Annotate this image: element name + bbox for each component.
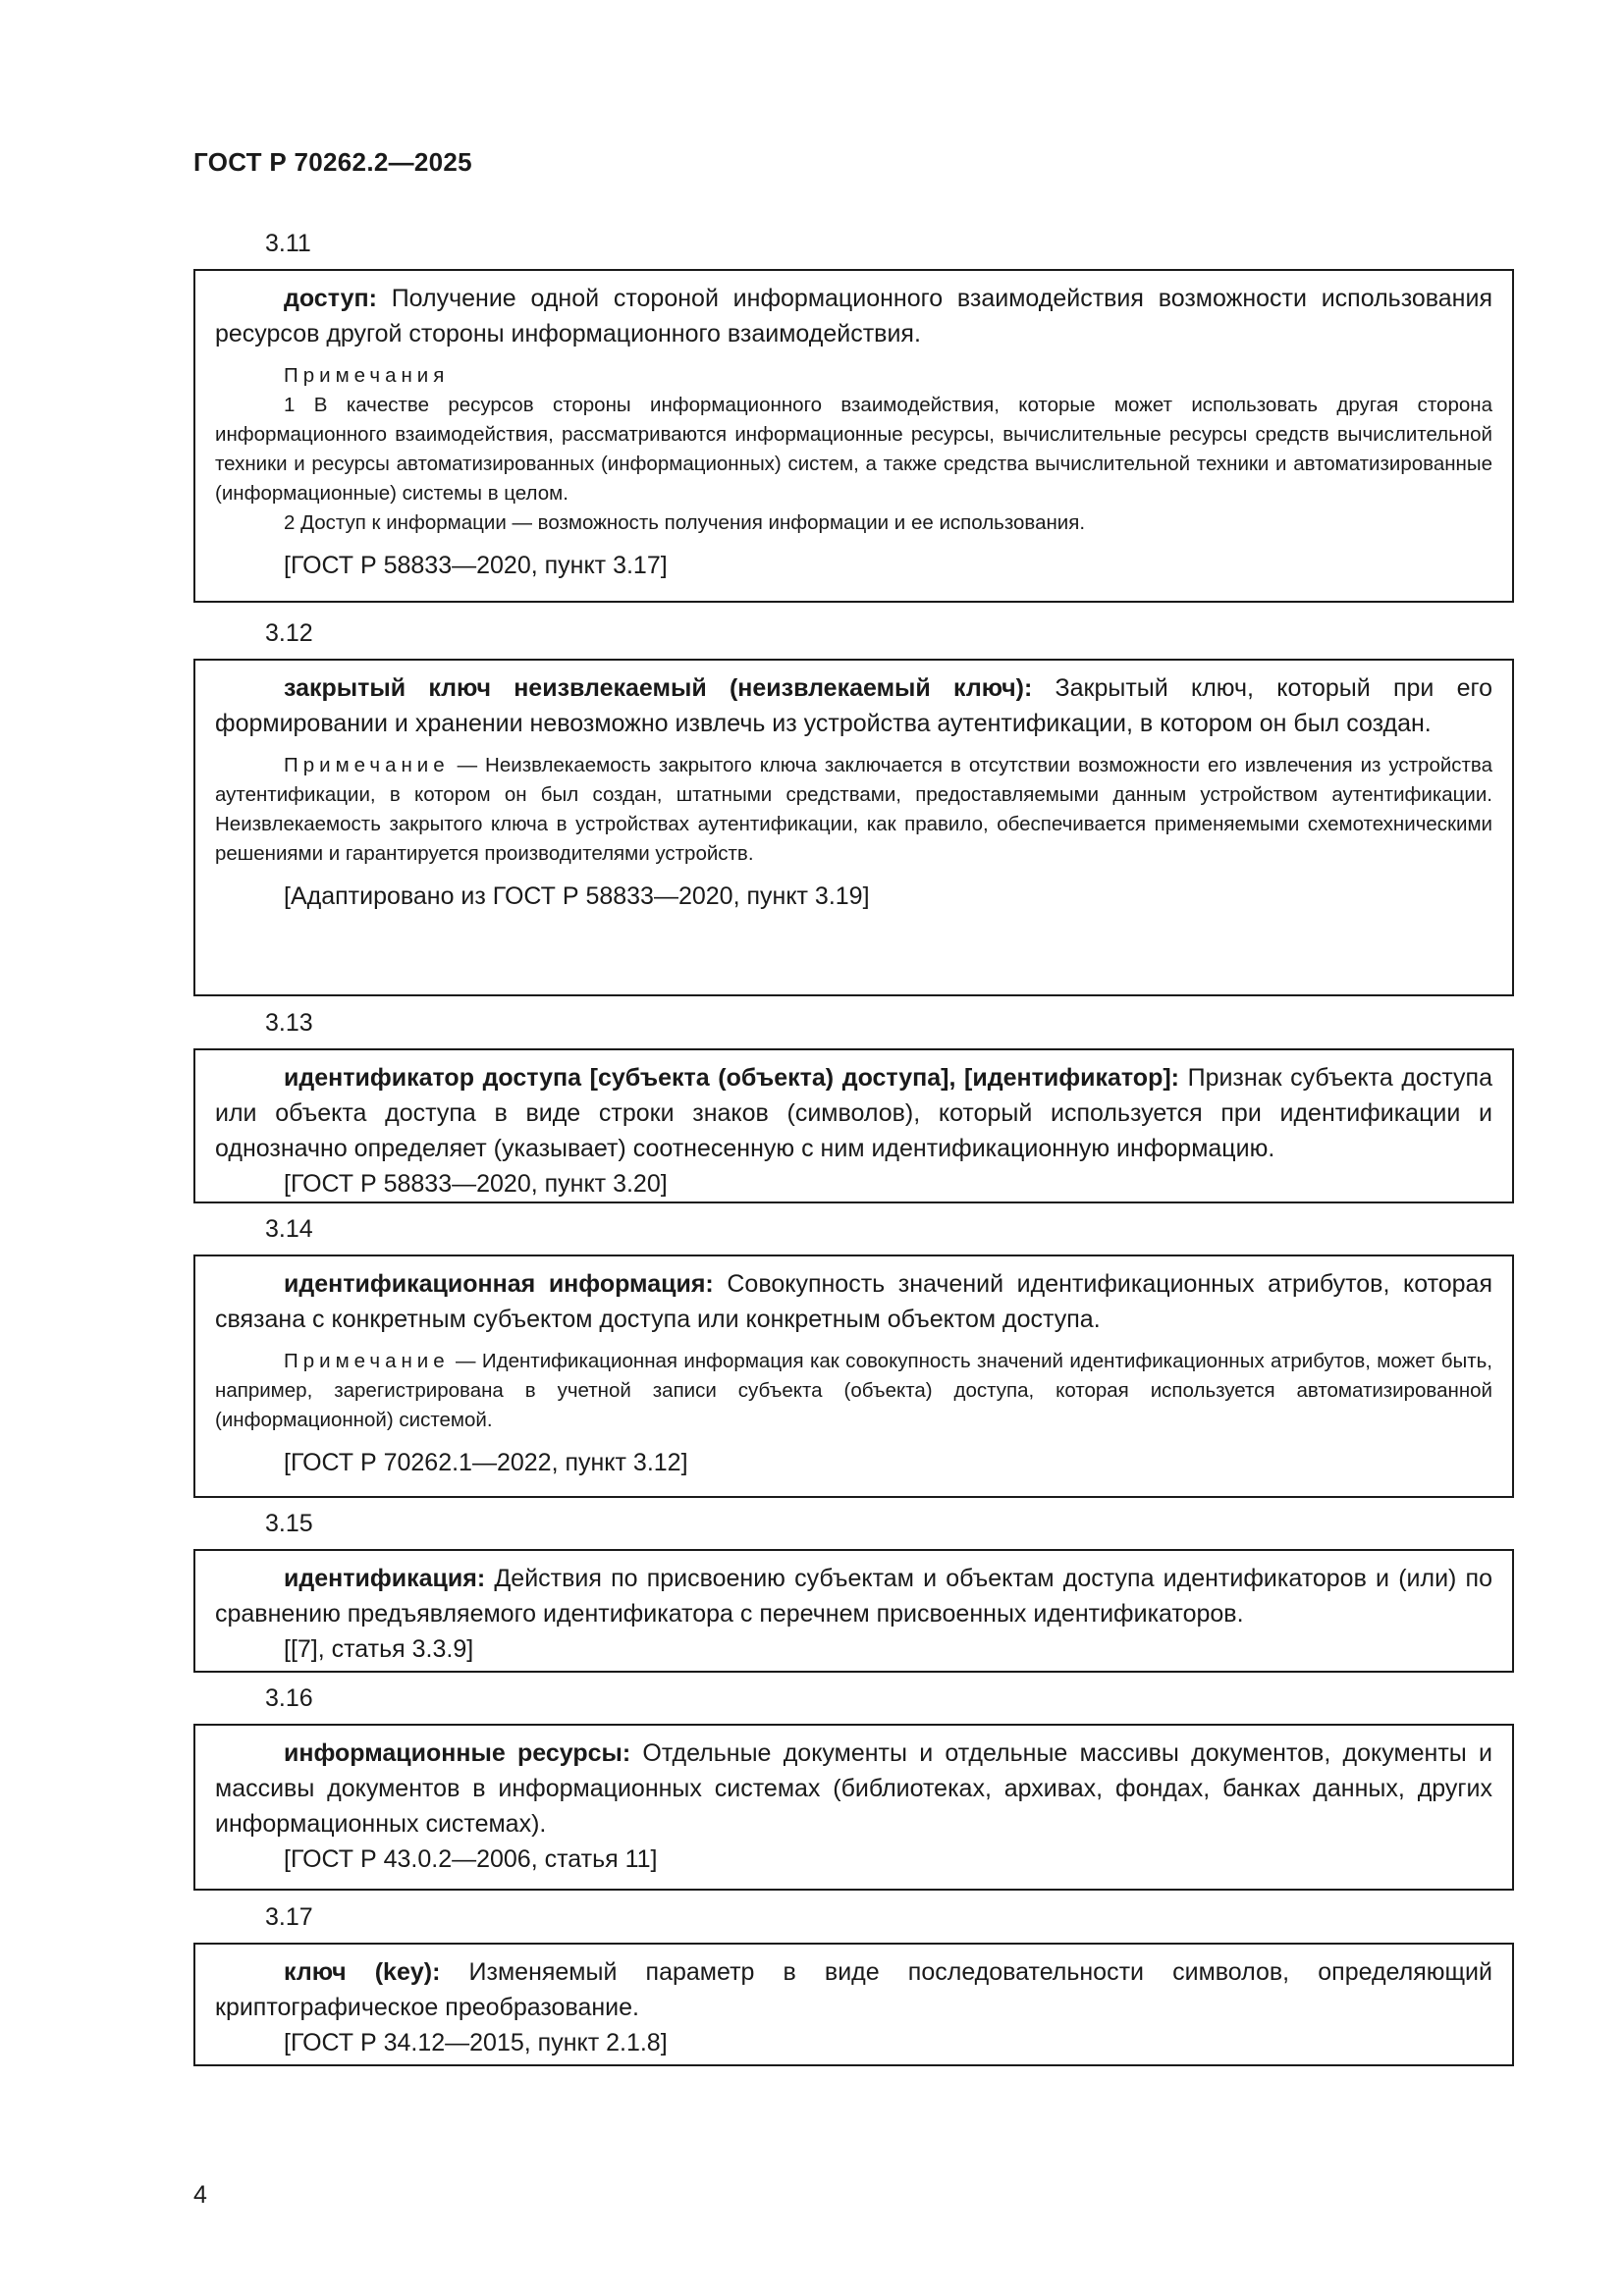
term-box [193, 1724, 1514, 1891]
term-source: [ГОСТ Р 58833—2020, пункт 3.17] [284, 552, 668, 579]
term-definition [215, 1954, 1492, 2025]
note-item: 1 В качестве ресурсов стороны информационного взаимодействия, которые может использовать другая сторона информационного взаимодействия, рассматриваются информационные ресурсы, вычислительные ресурсы средств вычислительной техники и ресурсы автоматизированных (информационных) систем, а также средства вычислительной техники и автоматизированные (информационные) системы в целом. [215, 394, 1492, 505]
term-name: информационные ресурсы: [284, 1739, 631, 1767]
term-number: 3.12 [265, 619, 313, 647]
term-box [193, 269, 1514, 603]
term-box [193, 1549, 1514, 1673]
definition-text: Закрытый ключ, который при его формировании и хранении невозможно извлечь из устройства аутентификации, в котором он был создан. [215, 674, 1492, 737]
note-label: Примечания [284, 364, 450, 387]
page-number: 4 [193, 2181, 207, 2209]
definition-text: Изменяемый параметр в виде последовательности символов, определяющий криптографическое преобразование. [215, 1958, 1492, 2021]
term-number: 3.15 [265, 1510, 313, 1537]
term-name: идентификатор доступа [субъекта (объекта) доступа], [идентификатор]: [284, 1064, 1179, 1092]
note-label: Примечание [284, 1350, 450, 1372]
term-source: [ГОСТ Р 58833—2020, пункт 3.20] [284, 1170, 668, 1198]
term-box [193, 659, 1514, 996]
term-name: идентификационная информация: [284, 1270, 714, 1298]
term-box [193, 1943, 1514, 2066]
term-definition [215, 1561, 1492, 1631]
note-label: Примечание [284, 754, 450, 776]
term-number: 3.16 [265, 1684, 313, 1712]
term-box [193, 1048, 1514, 1203]
term-source: [[7], статья 3.3.9] [284, 1635, 474, 1663]
term-number: 3.17 [265, 1903, 313, 1931]
note-item: 2 Доступ к информации — возможность получения информации и ее использования. [284, 511, 1086, 534]
document-header: ГОСТ Р 70262.2—2025 [193, 147, 472, 177]
term-definition [215, 281, 1492, 351]
term-name: идентификация: [284, 1565, 486, 1592]
definition-text: Совокупность значений идентификационных атрибутов, которая связана с конкретным субъектом доступа или конкретным объектом доступа. [215, 1270, 1492, 1333]
definition-text: Действия по присвоению субъектам и объектам доступа идентификаторов и (или) по сравнению предъявляемого идентификатора с перечнем присвоенных идентификаторов. [215, 1565, 1492, 1628]
note-text: Примечание — Идентификационная информация как совокупность значений идентификационных атрибутов, может быть, например, зарегистрирована в учетной записи субъекта (объекта) доступа, которая используется автоматизированной (информационной) системой. [215, 1350, 1492, 1431]
term-name: ключ (key): [284, 1958, 441, 1986]
term-source: [ГОСТ Р 43.0.2—2006, статья 11] [284, 1845, 658, 1873]
note-text: Примечание — Неизвлекаемость закрытого ключа заключается в отсутствии возможности его извлечения из устройства аутентификации, в котором он был создан, штатными средствами, предоставляемыми данным устройством аутентификации. Неизвлекаемость закрытого ключа в устройствах аутентификации, как правило, обеспечивается применяемыми схемотехническими решениями и гарантируется производителями устройств. [215, 754, 1492, 865]
definition-text: Признак субъекта доступа или объекта доступа в виде строки знаков (символов), который используется при идентификации и однозначно определяет (указывает) соотнесенную с ним идентификационную информацию. [215, 1064, 1492, 1162]
term-source: [ГОСТ Р 70262.1—2022, пункт 3.12] [284, 1449, 688, 1476]
term-definition [215, 1266, 1492, 1337]
term-name: закрытый ключ неизвлекаемый (неизвлекаемый ключ): [284, 674, 1033, 702]
term-number: 3.11 [265, 230, 311, 257]
term-definition [215, 1735, 1492, 1842]
definition-text: Отдельные документы и отдельные массивы документов, документы и массивы документов в информационных системах (библиотеках, архивах, фондах, банках данных, других информационных системах). [215, 1739, 1492, 1838]
term-definition [215, 670, 1492, 741]
term-number: 3.14 [265, 1215, 313, 1243]
term-source: [Адаптировано из ГОСТ Р 58833—2020, пункт 3.19] [284, 882, 870, 910]
term-box [193, 1255, 1514, 1498]
term-name: доступ: [284, 285, 377, 312]
term-definition [215, 1060, 1492, 1166]
term-number: 3.13 [265, 1009, 313, 1037]
term-source: [ГОСТ Р 34.12—2015, пункт 2.1.8] [284, 2029, 668, 2056]
definition-text: Получение одной стороной информационного взаимодействия возможности использования ресурсов другой стороны информационного взаимодействия. [215, 285, 1492, 347]
